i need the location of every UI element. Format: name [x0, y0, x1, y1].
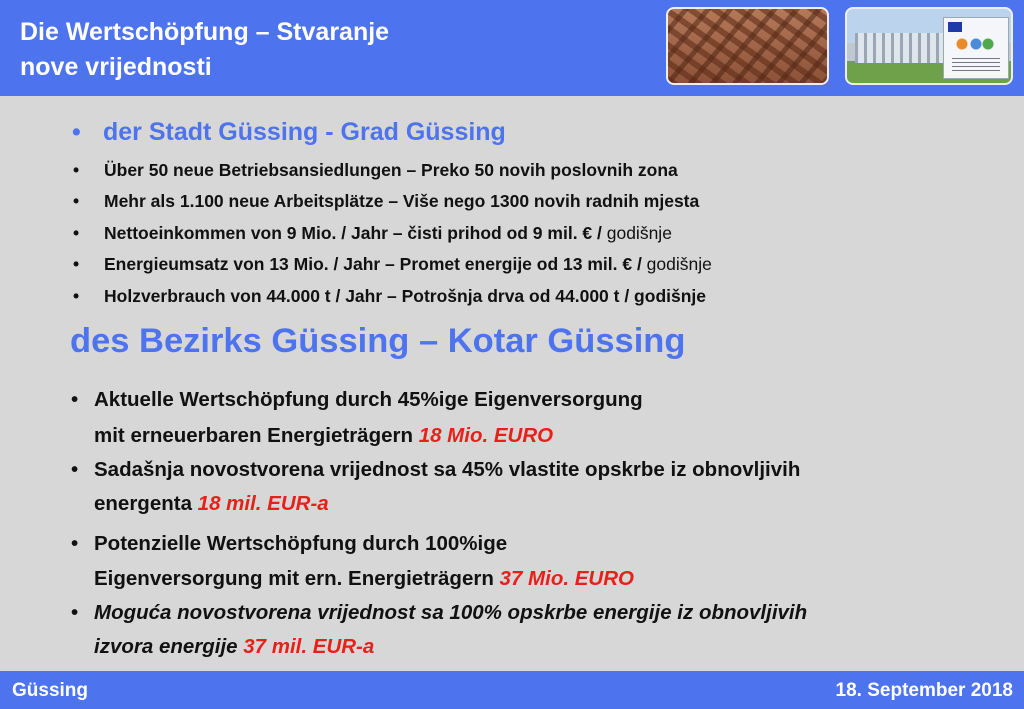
stadt-item-text: Holzverbrauch von 44.000 t / Jahr – Potrošnja drva od 44.000 t / godišnje — [104, 286, 707, 306]
logo-icon — [954, 36, 994, 52]
bullet: • — [71, 458, 79, 481]
energy-centre-sign — [943, 17, 1009, 79]
building-facade — [855, 33, 951, 63]
stadt-heading-text: der Stadt Güssing - Grad Güssing — [103, 118, 506, 146]
stadt-heading — [72, 118, 506, 147]
footer-location: Güssing — [12, 680, 89, 701]
eu-flag-icon — [948, 22, 962, 32]
footer-date: 18. September 2018 — [835, 680, 1013, 701]
bezirk-item-line2 — [94, 424, 553, 448]
stadt-item-suffix: godišnje — [641, 254, 712, 274]
slide-title-line2: nove vrijednosti — [20, 53, 212, 81]
stadt-item — [73, 254, 712, 275]
stadt-item-text: Über 50 neue Betriebsansiedlungen – Preko 50 novih poslovnih zona — [104, 160, 678, 180]
stadt-item-text: Nettoeinkommen von 9 Mio. / Jahr – čisti prihod od 9 mil. € / — [104, 223, 602, 243]
bullet: • — [73, 286, 80, 306]
bezirk-item-value: 18 mil. EUR-a — [197, 492, 329, 515]
bezirk-heading: des Bezirks Güssing – Kotar Güssing — [70, 322, 686, 360]
bezirk-item-text: Sadašnja novostvorena vrijednost sa 45% vlastite opskrbe iz obnovljivih — [94, 458, 801, 481]
slide-body — [0, 96, 1024, 670]
bezirk-item-text: Potenzielle Wertschöpfung durch 100%ige — [94, 532, 508, 555]
bezirk-item-text: mit erneuerbaren Energieträgern — [94, 424, 419, 447]
bullet: • — [73, 254, 80, 274]
bullet: • — [71, 388, 79, 411]
bezirk-item-line2 — [94, 492, 329, 516]
bezirk-item-text: Aktuelle Wertschöpfung durch 45%ige Eigenversorgung — [94, 388, 643, 411]
footer-bar — [0, 671, 1024, 709]
stadt-item — [73, 286, 707, 307]
stadt-item-text: Mehr als 1.100 neue Arbeitsplätze – Više nego 1300 novih radnih mjesta — [104, 191, 700, 211]
bezirk-item-value: 18 Mio. EURO — [418, 424, 554, 447]
header-bar — [0, 0, 1024, 96]
bezirk-item-text: Moguća novostvorena vrijednost sa 100% opskrbe energije iz obnovljivih — [94, 601, 808, 624]
bullet: • — [72, 118, 81, 146]
bullet: • — [73, 223, 80, 243]
slide-title-line1: Die Wertschöpfung – Stvaranje — [20, 18, 390, 46]
stadt-item-text: Energieumsatz von 13 Mio. / Jahr – Promet energije od 13 mil. € / — [104, 254, 642, 274]
stadt-item — [73, 160, 678, 181]
bullet: • — [71, 601, 79, 624]
bullet: • — [73, 160, 80, 180]
bezirk-item-text: energenta — [94, 492, 198, 515]
bezirk-item-line2 — [94, 635, 374, 659]
wood-chips-photo — [666, 7, 829, 85]
bezirk-item-text: izvora energije — [94, 635, 244, 658]
bezirk-item-value: 37 mil. EUR-a — [243, 635, 375, 658]
bullet: • — [71, 532, 79, 555]
bullet: • — [73, 191, 80, 211]
bezirk-item-line1 — [71, 458, 801, 482]
stadt-item-suffix: godišnje — [601, 223, 672, 243]
bezirk-item-line2 — [94, 567, 634, 591]
bezirk-item-text: Eigenversorgung mit ern. Energieträgern — [94, 567, 500, 590]
sign-text-lines — [952, 58, 1000, 72]
bezirk-item-line1 — [71, 388, 643, 412]
building-photo — [845, 7, 1013, 85]
bezirk-item-line1 — [71, 532, 508, 556]
stadt-item — [73, 223, 672, 244]
bezirk-item-line1 — [71, 601, 808, 625]
slide-title — [20, 15, 389, 85]
stadt-item — [73, 191, 700, 212]
bezirk-item-value: 37 Mio. EURO — [499, 567, 634, 590]
